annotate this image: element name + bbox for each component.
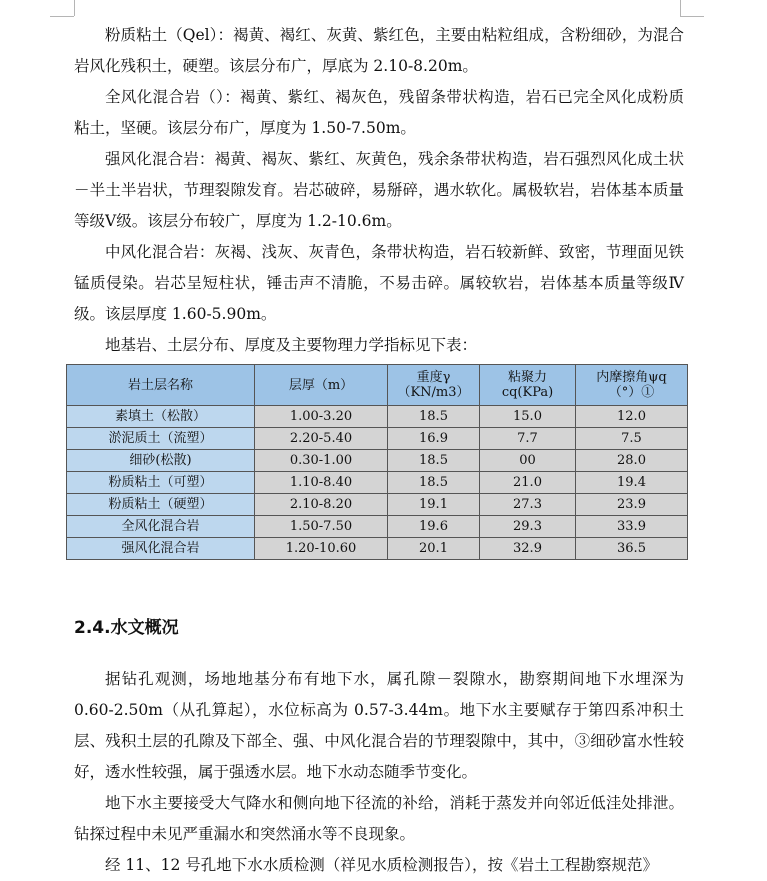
cell-friction-angle: 33.9 bbox=[576, 516, 688, 538]
header-cohesion: 粘聚力 cq(KPa) bbox=[480, 365, 576, 406]
cell-thickness: 2.10-8.20 bbox=[255, 494, 388, 516]
header-unit-weight: 重度γ （KN/m3） bbox=[388, 365, 480, 406]
cell-cohesion: 27.3 bbox=[480, 494, 576, 516]
crop-mark bbox=[50, 16, 74, 17]
crop-mark bbox=[680, 16, 704, 17]
cell-thickness: 1.50-7.50 bbox=[255, 516, 388, 538]
paragraph-fully-weathered: 全风化混合岩（）：褐黄、紫红、褐灰色，残留条带状构造，岩石已完全风化成粉质粘土，坚硬。该层分布广，厚度为 1.50-7.50m。 bbox=[74, 88, 684, 137]
cell-friction-angle: 19.4 bbox=[576, 472, 688, 494]
table-row bbox=[67, 494, 688, 516]
table-row bbox=[67, 538, 688, 560]
table-row bbox=[67, 406, 688, 428]
cell-friction-angle: 12.0 bbox=[576, 406, 688, 428]
cell-thickness: 2.20-5.40 bbox=[255, 428, 388, 450]
cell-cohesion: 00 bbox=[480, 450, 576, 472]
cell-layer-name: 强风化混合岩 bbox=[67, 538, 255, 560]
header-thickness: 层厚（m） bbox=[255, 365, 388, 406]
paragraph-strongly-weathered: 强风化混合岩：褐黄、褐灰、紫红、灰黄色，残余条带状构造，岩石强烈风化成土状－半土半岩状，节理裂隙发育。岩芯破碎，易掰碎，遇水软化。属极软岩，岩体基本质量等级Ⅴ级。该层分布较广，厚度为 1.2-10.6m。 bbox=[74, 150, 684, 230]
cell-unit-weight: 18.5 bbox=[388, 472, 480, 494]
section-heading: 2.4.水文概况 bbox=[74, 618, 179, 638]
cell-layer-name: 淤泥质土（流塑） bbox=[67, 428, 255, 450]
paragraph-silty-clay: 粉质粘土（Qel）：褐黄、褐红、灰黄、紫红色，主要由粘粒组成，含粉细砂，为混合岩风化残积土，硬塑。该层分布广，厚底为 2.10-8.20m。 bbox=[74, 26, 684, 75]
cell-friction-angle: 36.5 bbox=[576, 538, 688, 560]
cell-thickness: 0.30-1.00 bbox=[255, 450, 388, 472]
cell-friction-angle: 23.9 bbox=[576, 494, 688, 516]
cell-unit-weight: 18.5 bbox=[388, 406, 480, 428]
cell-friction-angle: 7.5 bbox=[576, 428, 688, 450]
cell-cohesion: 7.7 bbox=[480, 428, 576, 450]
cell-unit-weight: 19.1 bbox=[388, 494, 480, 516]
cell-cohesion: 32.9 bbox=[480, 538, 576, 560]
header-layer-name: 岩土层名称 bbox=[67, 365, 255, 406]
body-text-lower bbox=[74, 664, 684, 881]
crop-mark bbox=[680, 0, 681, 16]
table-intro: 地基岩、土层分布、厚度及主要物理力学指标见下表： bbox=[105, 336, 478, 354]
cell-layer-name: 细砂(松散) bbox=[67, 450, 255, 472]
soil-properties-table bbox=[66, 364, 688, 560]
paragraph-moderately-weathered: 中风化混合岩：灰褐、浅灰、灰青色，条带状构造，岩石较新鲜、致密，节理面见铁锰质侵染。岩芯呈短柱状，锤击声不清脆，不易击碎。属较软岩，岩体基本质量等级Ⅳ级。该层厚度 1.60-5.90m。 bbox=[74, 243, 684, 323]
paragraph-groundwater-recharge: 地下水主要接受大气降水和侧向地下径流的补给，消耗于蒸发并向邻近低洼处排泄。钻探过程中未见严重漏水和突然涌水等不良现象。 bbox=[74, 794, 684, 843]
table-row bbox=[67, 428, 688, 450]
cell-unit-weight: 19.6 bbox=[388, 516, 480, 538]
cell-thickness: 1.20-10.60 bbox=[255, 538, 388, 560]
paragraph-water-quality: 经 11、12 号孔地下水水质检测（祥见水质检测报告），按《岩土工程勘察规范》 bbox=[105, 856, 659, 874]
table-row bbox=[67, 472, 688, 494]
header-friction-angle: 内摩擦角ψq （°）① bbox=[576, 365, 688, 406]
cell-unit-weight: 18.5 bbox=[388, 450, 480, 472]
table-row bbox=[67, 516, 688, 538]
cell-friction-angle: 28.0 bbox=[576, 450, 688, 472]
crop-mark bbox=[74, 0, 75, 16]
cell-cohesion: 29.3 bbox=[480, 516, 576, 538]
table-header-row bbox=[67, 365, 688, 406]
soil-properties-table-wrap bbox=[66, 364, 688, 560]
cell-layer-name: 素填土（松散） bbox=[67, 406, 255, 428]
cell-layer-name: 粉质粘土（可塑） bbox=[67, 472, 255, 494]
table-row bbox=[67, 450, 688, 472]
paragraph-groundwater-observation: 据钻孔观测，场地地基分布有地下水，属孔隙－裂隙水，勘察期间地下水埋深为 0.60-2.50m（从孔算起），水位标高为 0.57-3.44m。地下水主要赋存于第四系冲积土层、残积土层的孔隙及下部全、强、中风化混合岩的节理裂隙中，其中，③细砂富水性较好，透水性较强，属于强透水层。地下水动态随季节变化。 bbox=[74, 670, 684, 781]
cell-unit-weight: 20.1 bbox=[388, 538, 480, 560]
cell-unit-weight: 16.9 bbox=[388, 428, 480, 450]
cell-layer-name: 全风化混合岩 bbox=[67, 516, 255, 538]
cell-cohesion: 15.0 bbox=[480, 406, 576, 428]
body-text-upper bbox=[74, 20, 684, 361]
cell-thickness: 1.00-3.20 bbox=[255, 406, 388, 428]
cell-layer-name: 粉质粘土（硬塑） bbox=[67, 494, 255, 516]
cell-thickness: 1.10-8.40 bbox=[255, 472, 388, 494]
cell-cohesion: 21.0 bbox=[480, 472, 576, 494]
